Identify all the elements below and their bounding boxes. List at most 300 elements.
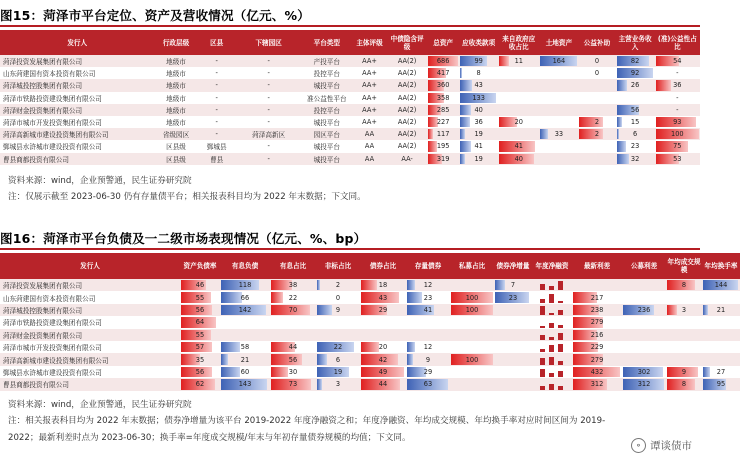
table-cell-stock — [406, 304, 450, 316]
issuer-name-cell — [0, 92, 154, 104]
cell-value: 20 — [378, 343, 388, 352]
data-bar — [407, 280, 415, 290]
table-cell-stock — [406, 279, 450, 291]
cell-value: 62 — [195, 380, 205, 389]
wechat-icon: ⚬ — [631, 438, 646, 453]
table-cell-type — [302, 128, 352, 140]
table-row — [0, 291, 740, 303]
table-cell-turn — [702, 316, 740, 328]
cell-value: - — [267, 142, 270, 151]
sparkline-bar — [540, 386, 545, 390]
fig16-header-3: 有息占比 — [270, 253, 316, 279]
table-cell-gov — [498, 128, 539, 140]
table-cell-pub — [655, 128, 700, 140]
sparkline-bar — [558, 310, 563, 315]
sparkline-bar — [558, 333, 563, 340]
sparkline-bar — [540, 369, 545, 377]
table-cell-pub — [655, 104, 700, 116]
data-bar — [540, 129, 547, 139]
table-cell-spread — [572, 316, 622, 328]
table-cell-net — [494, 378, 532, 390]
data-bar — [667, 379, 695, 389]
table-cell-implied — [387, 153, 427, 165]
cell-value: 菏泽投资发展集团有限公司 — [3, 58, 83, 67]
cell-value: - — [215, 130, 218, 139]
data-bar — [656, 141, 689, 151]
cell-value: - — [215, 57, 218, 66]
cell-value: - — [215, 81, 218, 90]
table-cell-county — [198, 55, 236, 67]
cell-value: 区县级 — [166, 155, 186, 164]
cell-value: 27 — [716, 367, 726, 376]
table-cell-park — [236, 55, 302, 67]
fig16-title-rule — [0, 248, 700, 250]
table-cell-county — [198, 140, 236, 152]
table-cell-turn — [702, 279, 740, 291]
fig15-header-0: 发行人 — [0, 30, 154, 55]
issuer-name-cell — [0, 304, 180, 316]
cell-value: 32 — [630, 154, 640, 163]
cell-value: - — [215, 105, 218, 114]
table-cell-level — [154, 79, 197, 91]
cell-value: 66 — [240, 293, 250, 302]
table-cell-pub — [622, 304, 666, 316]
data-bar — [361, 342, 379, 352]
fig15-title: 图15：菏泽市平台定位、资产及营收情况（亿元、%） — [0, 8, 310, 23]
table-cell-spread — [572, 304, 622, 316]
table-cell-gov — [498, 67, 539, 79]
sparkline-bar — [558, 301, 563, 303]
table-cell-priv — [450, 353, 494, 365]
cell-value: 70 — [288, 305, 298, 314]
table-cell-ratio — [270, 316, 316, 328]
issuer-name-cell — [0, 153, 154, 165]
cell-value: AA(2) — [397, 142, 417, 151]
table-cell-type — [302, 140, 352, 152]
net-financing-sparkline — [532, 353, 572, 365]
sparkline-bar — [558, 361, 563, 365]
fig16-header-2: 有息负债 — [220, 253, 270, 279]
table-cell-rev — [616, 153, 655, 165]
data-bar — [579, 129, 603, 139]
table-cell-dr — [180, 304, 220, 316]
table-row — [0, 304, 740, 316]
table-cell-net — [494, 366, 532, 378]
cell-value: 地级市 — [166, 106, 186, 115]
table-cell-priv — [450, 366, 494, 378]
table-cell-dr — [180, 329, 220, 341]
cell-value: 投控平台 — [313, 70, 340, 79]
cell-value: 城投平台 — [313, 82, 340, 91]
cell-value: 菏泽高新城市建设投资集团有限公司 — [3, 131, 109, 140]
fig16-header-12: 年均成交规模 — [666, 253, 702, 279]
cell-value: 菏泽财金投资集团有限公司 — [3, 331, 83, 340]
cell-value: 41 — [423, 305, 433, 314]
table-cell-ratio — [270, 279, 316, 291]
cell-value: 236 — [637, 305, 651, 314]
cell-value: - — [676, 105, 679, 114]
fig15-header-6: 中债隐含评级 — [387, 30, 427, 55]
cell-value: 100 — [671, 130, 684, 139]
table-cell-subsidy — [578, 55, 615, 67]
issuer-name-cell — [0, 329, 180, 341]
cell-value: 40 — [474, 105, 483, 114]
sparkline-bar — [540, 335, 545, 340]
table-cell-priv — [450, 378, 494, 390]
table-cell-assets — [427, 128, 459, 140]
table-cell-type — [302, 67, 352, 79]
table-cell-land — [539, 140, 578, 152]
data-bar — [579, 117, 603, 127]
table-cell-type — [302, 153, 352, 165]
cell-value: 285 — [436, 105, 450, 114]
cell-value: 22 — [333, 343, 343, 352]
cell-value: 鄄城县水浒城市建设投资有限公司 — [3, 143, 102, 152]
cell-value: 38 — [288, 281, 298, 290]
table-cell-pub — [655, 79, 700, 91]
sparkline-bar — [558, 325, 563, 328]
net-financing-sparkline — [532, 378, 572, 390]
table-cell-assets — [427, 104, 459, 116]
cell-value: 菏泽财金投资集团有限公司 — [3, 106, 83, 115]
cell-value: 菏泽市城市开发投资集团有限公司 — [3, 119, 102, 128]
cell-value: 12 — [423, 281, 433, 290]
cell-value: 0 — [594, 69, 600, 78]
table-cell-county — [198, 67, 236, 79]
cell-value: 6 — [632, 130, 638, 139]
data-bar — [221, 367, 240, 377]
table-cell-assets — [427, 140, 459, 152]
watermark — [631, 438, 692, 453]
fig15-header-10: 土地资产 — [539, 30, 578, 55]
data-bar — [617, 80, 627, 90]
cell-value: 菏泽投资发展集团有限公司 — [3, 282, 83, 291]
cell-value: 26 — [630, 81, 640, 90]
table-cell-ratio — [270, 329, 316, 341]
sparkline-bar — [540, 284, 545, 290]
table-cell-priv — [450, 291, 494, 303]
cell-value: 55 — [195, 293, 205, 302]
cell-value: 92 — [630, 69, 640, 78]
table-cell-pub — [655, 153, 700, 165]
cell-value: 36 — [673, 81, 682, 90]
table-cell-pub — [622, 291, 666, 303]
table-cell-implied — [387, 79, 427, 91]
cell-value: 279 — [590, 318, 604, 327]
table-cell-gov — [498, 116, 539, 128]
table-cell-county — [198, 116, 236, 128]
cell-value: 曹县商都投资有限公司 — [3, 155, 69, 164]
cell-value: 20 — [514, 118, 523, 127]
cell-value: AA(2) — [397, 69, 417, 78]
table-row — [0, 140, 700, 152]
table-cell-bond — [360, 341, 406, 353]
cell-value: 93 — [673, 118, 682, 127]
table-cell-debt — [220, 353, 270, 365]
table-cell-level — [154, 128, 197, 140]
cell-value: 2 — [594, 130, 600, 139]
issuer-name-cell — [0, 116, 154, 128]
table-cell-rev — [616, 104, 655, 116]
cell-value: 15 — [630, 118, 640, 127]
table-cell-rating — [352, 79, 387, 91]
net-financing-sparkline — [532, 279, 572, 291]
table-cell-ratio — [270, 366, 316, 378]
cell-value: - — [267, 154, 270, 163]
table-cell-pub — [622, 316, 666, 328]
table-cell-rating — [352, 140, 387, 152]
table-cell-debt — [220, 378, 270, 390]
cell-value: AA+ — [362, 81, 377, 90]
cell-value: 63 — [423, 380, 433, 389]
fig16-header-13: 年均换手率 — [702, 253, 740, 279]
table-cell-assets — [427, 55, 459, 67]
table-cell-county — [198, 153, 236, 165]
sparkline-bar — [540, 358, 545, 365]
cell-value: AA(2) — [397, 118, 417, 127]
table-cell-vol — [666, 304, 702, 316]
table-cell-debt — [220, 316, 270, 328]
data-bar — [317, 379, 322, 389]
table-cell-stock — [406, 329, 450, 341]
table-cell-level — [154, 140, 197, 152]
cell-value: 44 — [288, 343, 298, 352]
table-cell-spread — [572, 279, 622, 291]
issuer-name-cell — [0, 378, 180, 390]
table-row — [0, 153, 700, 165]
fig15-header-5: 主体评级 — [352, 30, 387, 55]
table-cell-pub — [655, 116, 700, 128]
cell-value: 46 — [195, 281, 205, 290]
cell-value: 432 — [590, 367, 604, 376]
table-cell-debt — [220, 329, 270, 341]
sparkline-bar — [558, 386, 563, 390]
cell-value: 99 — [474, 57, 483, 66]
sparkline-bar — [549, 323, 554, 328]
data-bar — [460, 141, 471, 151]
cell-value: 164 — [552, 57, 566, 66]
table-cell-type — [302, 92, 352, 104]
issuer-name-cell — [0, 67, 154, 79]
table-cell-pub — [655, 67, 700, 79]
table-cell-spread — [572, 366, 622, 378]
table-cell-rating — [352, 116, 387, 128]
fig16-table — [0, 253, 740, 391]
table-cell-subsidy — [578, 116, 615, 128]
cell-value: 鄄城县 — [206, 143, 227, 152]
table-cell-turn — [702, 329, 740, 341]
cell-value: 地级市 — [166, 82, 186, 91]
table-cell-spread — [572, 353, 622, 365]
data-bar — [428, 129, 433, 139]
fig16-header-6: 存量债券 — [406, 253, 450, 279]
cell-value: 23 — [630, 142, 640, 151]
table-row — [0, 329, 740, 341]
table-cell-nonstd — [316, 304, 360, 316]
cell-value: 238 — [590, 305, 604, 314]
data-bar — [617, 141, 626, 151]
table-cell-net — [494, 291, 532, 303]
cell-value: 40 — [514, 154, 523, 163]
cell-value: 产投平台 — [313, 58, 340, 67]
fig15-table — [0, 30, 700, 165]
issuer-name-cell — [0, 55, 154, 67]
table-cell-subsidy — [578, 92, 615, 104]
data-bar — [656, 80, 672, 90]
cell-value: 22 — [288, 293, 298, 302]
table-cell-debt — [220, 341, 270, 353]
sparkline-bar — [549, 286, 554, 290]
cell-value: 2 — [335, 281, 341, 290]
table-cell-nonstd — [316, 279, 360, 291]
net-financing-sparkline — [532, 316, 572, 328]
cell-value: AA+ — [362, 93, 377, 102]
table-cell-assets — [427, 116, 459, 128]
cell-value: 21 — [240, 355, 250, 364]
net-financing-sparkline — [532, 304, 572, 316]
cell-value: 19 — [474, 130, 483, 139]
cell-value: 195 — [436, 142, 450, 151]
cell-value: 302 — [637, 367, 651, 376]
table-cell-park — [236, 79, 302, 91]
cell-value: 7 — [510, 281, 516, 290]
table-cell-dr — [180, 316, 220, 328]
cell-value: AA(2) — [397, 130, 417, 139]
table-cell-pub — [622, 366, 666, 378]
cell-value: 42 — [378, 355, 388, 364]
cell-value: - — [267, 93, 270, 102]
table-row — [0, 366, 740, 378]
cell-value: 279 — [590, 355, 604, 364]
data-bar — [667, 305, 677, 315]
sparkline-bar — [549, 384, 554, 390]
net-financing-sparkline — [532, 329, 572, 341]
data-bar — [667, 280, 695, 290]
cell-value: 山东菏建国有资本投资有限公司 — [3, 294, 96, 303]
table-cell-land — [539, 104, 578, 116]
cell-value: - — [215, 69, 218, 78]
table-cell-ratio — [270, 353, 316, 365]
cell-value: - — [267, 118, 270, 127]
cell-value: 准公益性平台 — [307, 94, 347, 103]
table-cell-rev — [616, 116, 655, 128]
table-cell-level — [154, 116, 197, 128]
table-cell-nonstd — [316, 341, 360, 353]
cell-value: 41 — [514, 142, 523, 151]
fig16-title: 图16：菏泽市平台负债及一二级市场表现情况（亿元、%、bp） — [0, 231, 367, 246]
table-cell-gov — [498, 55, 539, 67]
table-row — [0, 104, 700, 116]
cell-value: 9 — [335, 305, 341, 314]
issuer-name-cell — [0, 79, 154, 91]
cell-value: 82 — [630, 57, 640, 66]
cell-value: 43 — [474, 81, 483, 90]
fig15-header-3: 下辖园区 — [236, 30, 302, 55]
sparkline-bar — [549, 294, 554, 303]
table-cell-vol — [666, 366, 702, 378]
table-cell-land — [539, 79, 578, 91]
table-cell-net — [494, 353, 532, 365]
cell-value: 3 — [335, 380, 341, 389]
cell-value: AA(2) — [397, 57, 417, 66]
table-cell-turn — [702, 304, 740, 316]
cell-value: 6 — [335, 355, 341, 364]
table-cell-assets — [427, 79, 459, 91]
sparkline-bar — [549, 373, 554, 377]
table-cell-park — [236, 116, 302, 128]
table-cell-type — [302, 79, 352, 91]
table-row — [0, 279, 740, 291]
cell-value: 30 — [288, 367, 298, 376]
table-cell-park — [236, 140, 302, 152]
cell-value: 56 — [630, 105, 640, 114]
data-bar — [271, 292, 283, 302]
data-bar — [407, 354, 413, 364]
table-row — [0, 116, 700, 128]
cell-value: - — [215, 93, 218, 102]
table-cell-pub — [622, 279, 666, 291]
table-cell-recv — [459, 79, 498, 91]
cell-value: 区县级 — [166, 143, 186, 152]
data-bar — [460, 117, 470, 127]
table-cell-recv — [459, 92, 498, 104]
issuer-name-cell — [0, 291, 180, 303]
cell-value: 21 — [716, 305, 726, 314]
cell-value: 省级园区 — [162, 131, 190, 140]
table-cell-pub — [622, 353, 666, 365]
table-cell-pub — [622, 378, 666, 390]
cell-value: 曹县商都投资有限公司 — [3, 381, 69, 390]
table-cell-bond — [360, 316, 406, 328]
cell-value: 园区平台 — [313, 131, 340, 140]
cell-value: 地级市 — [166, 119, 186, 128]
table-cell-spread — [572, 291, 622, 303]
cell-value: 417 — [436, 69, 450, 78]
cell-value: 山东菏建国有资本投资有限公司 — [3, 70, 96, 79]
fig16-header-4: 非标占比 — [316, 253, 360, 279]
data-bar — [460, 154, 465, 164]
cell-value: 12 — [423, 343, 433, 352]
cell-value: 53 — [673, 154, 682, 163]
fig15-source: 资料来源：wind，企业预警通，民生证券研究院 — [8, 176, 192, 186]
cell-value: 100 — [465, 305, 479, 314]
table-cell-gov — [498, 79, 539, 91]
cell-value: 9 — [681, 367, 687, 376]
table-cell-level — [154, 104, 197, 116]
table-cell-rating — [352, 128, 387, 140]
cell-value: 29 — [378, 305, 388, 314]
table-cell-stock — [406, 316, 450, 328]
sparkline-bar — [549, 345, 554, 352]
table-cell-land — [539, 116, 578, 128]
cell-value: 216 — [590, 330, 604, 339]
table-cell-debt — [220, 366, 270, 378]
table-cell-recv — [459, 67, 498, 79]
fig16-note-line2: 2022；最新利差时点为 2023-06-30；换手率=年度成交规模/年末与年初存量债券规模的均值；下文同。 — [8, 433, 411, 443]
data-bar — [221, 354, 228, 364]
table-cell-vol — [666, 329, 702, 341]
fig15-header-12: 主营业务收入 — [616, 30, 655, 55]
table-cell-net — [494, 329, 532, 341]
table-cell-assets — [427, 92, 459, 104]
cell-value: 3 — [681, 305, 687, 314]
table-cell-county — [198, 104, 236, 116]
table-cell-vol — [666, 378, 702, 390]
cell-value: 56 — [288, 355, 298, 364]
table-cell-debt — [220, 291, 270, 303]
table-cell-bond — [360, 304, 406, 316]
table-cell-priv — [450, 329, 494, 341]
